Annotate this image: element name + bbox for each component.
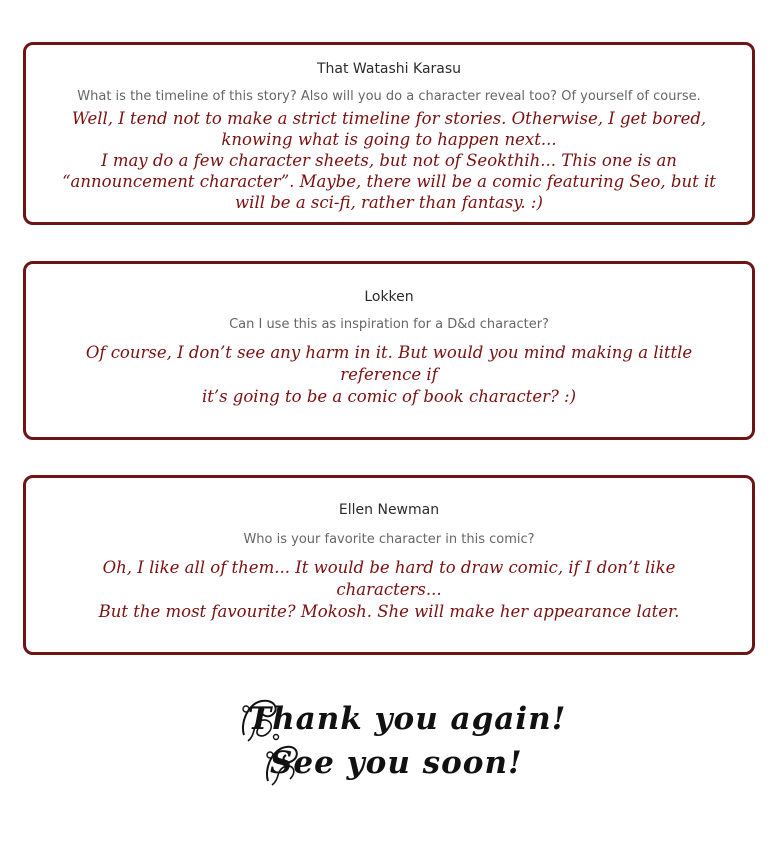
answer-line: Well, I tend not to make a strict timeline for stories. Otherwise, I get bored,	[71, 109, 707, 128]
answer-line: Of course, I don’t see any harm in it. But would you mind making a little reference if	[85, 343, 693, 384]
comment-answer	[26, 342, 752, 408]
comment-author: That Watashi Karasu	[316, 61, 462, 77]
comment-card	[23, 475, 755, 655]
answer-line: I may do a few character sheets, but not of Seokthih... This one is an	[101, 151, 677, 170]
comment-answer	[26, 108, 752, 213]
closing-line-see-you: See you soon!	[270, 745, 523, 781]
closing-line-thanks: Thank you again!	[248, 701, 567, 737]
answer-line: Oh, I like all of them... It would be hard to draw comic, if I don’t like characters...	[102, 558, 676, 599]
answer-line: knowing what is going to happen next...	[221, 130, 557, 149]
answer-line: “announcement character”. Maybe, there will be a comic featuring Seo, but it	[62, 172, 716, 191]
comment-card	[23, 261, 755, 440]
answer-line: will be a sci-fi, rather than fantasy. :)	[235, 193, 543, 212]
comment-card	[23, 42, 755, 225]
comment-question: Can I use this as inspiration for a D&d character?	[229, 317, 549, 332]
comment-question: Who is your favorite character in this comic?	[243, 532, 535, 547]
comment-author: Ellen Newman	[338, 502, 440, 518]
comment-question: What is the timeline of this story? Also will you do a character reveal too? Of yourself of course.	[77, 89, 701, 104]
answer-line: it’s going to be a comic of book character? :)	[201, 387, 577, 406]
comment-author: Lokken	[364, 289, 414, 305]
comment-answer	[26, 557, 752, 623]
closing-message	[190, 693, 590, 803]
answer-line: But the most favourite? Mokosh. She will make her appearance later.	[98, 602, 680, 621]
